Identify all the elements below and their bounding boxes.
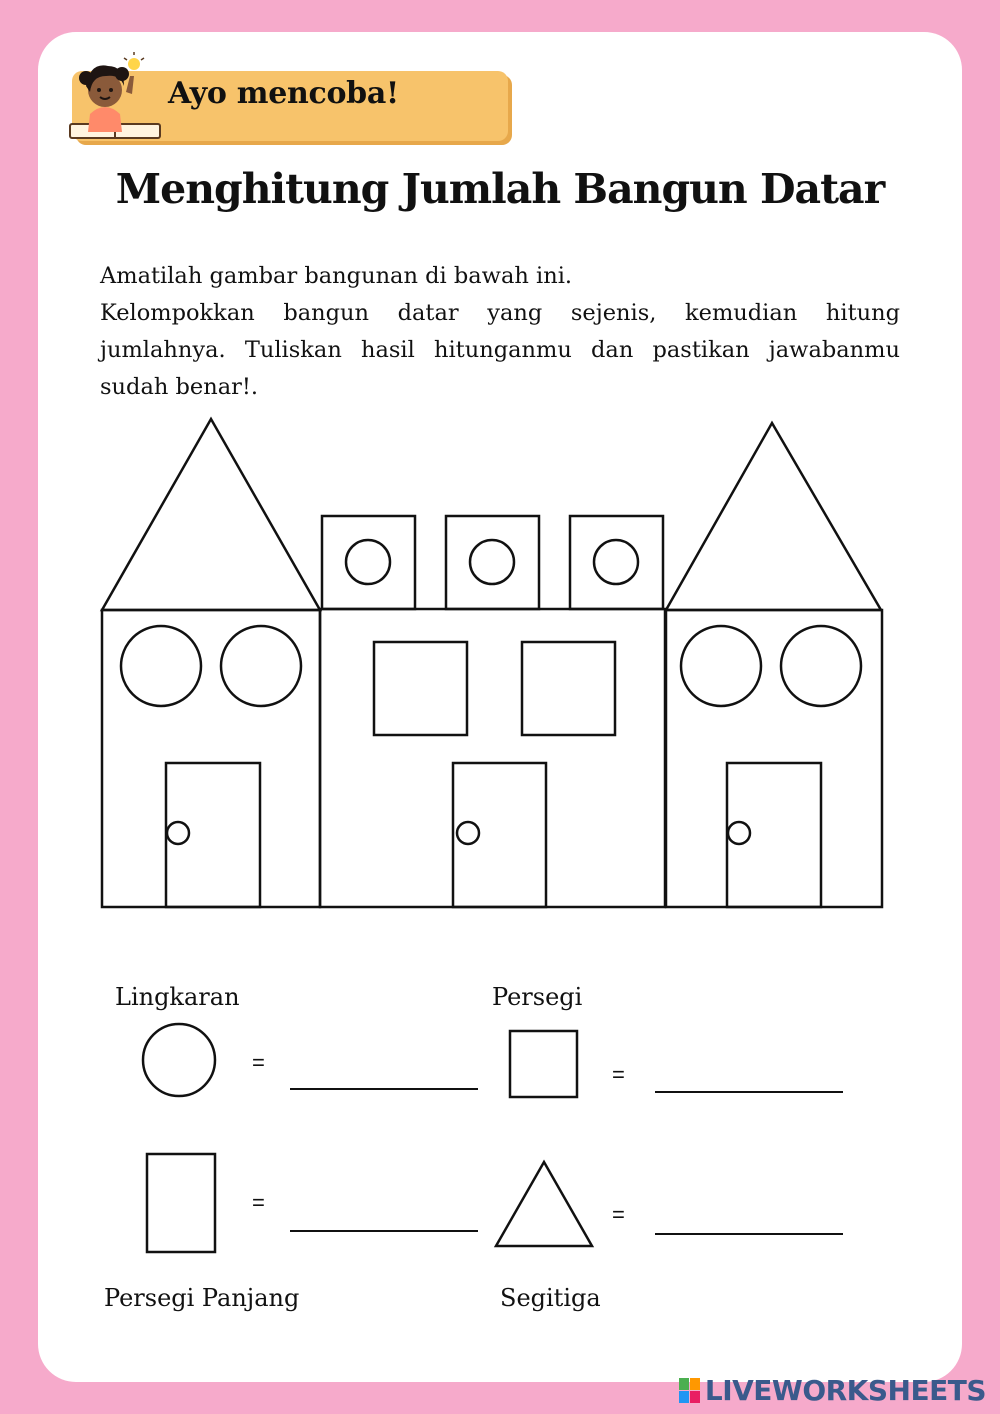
- right-door-knob: [728, 822, 750, 844]
- square-shape-icon: [510, 1031, 577, 1097]
- right-window-circle-2: [781, 626, 861, 706]
- middle-window-square-1: [374, 642, 467, 735]
- instruction-line-2: Kelompokkan bangun datar yang sejenis, kemudian hitung jumlahnya. Tuliskan hasil hitunganmu dan pastikan jawabanmu sudah benar!.: [100, 300, 900, 400]
- left-roof-triangle: [102, 419, 320, 610]
- chimney-square-1: [322, 516, 415, 609]
- right-roof-triangle: [666, 423, 881, 610]
- answer-input-persegi-panjang[interactable]: [290, 1230, 478, 1232]
- watermark-text: LIVEWORKSHEETS: [704, 1374, 986, 1407]
- chimney-circle-2: [470, 540, 514, 584]
- middle-house-body: [320, 609, 665, 907]
- equals-lingkaran: =: [252, 1050, 265, 1075]
- left-window-circle-1: [121, 626, 201, 706]
- answer-input-segitiga[interactable]: [655, 1233, 843, 1235]
- equals-persegi: =: [612, 1062, 625, 1087]
- left-window-circle-2: [221, 626, 301, 706]
- liveworksheets-watermark: [679, 1374, 986, 1407]
- right-house-body: [666, 610, 882, 907]
- left-door-knob: [167, 822, 189, 844]
- label-persegi: Persegi: [492, 983, 583, 1011]
- middle-door-knob: [457, 822, 479, 844]
- right-window-circle-1: [681, 626, 761, 706]
- answer-input-lingkaran[interactable]: [290, 1088, 478, 1090]
- right-door: [727, 763, 821, 907]
- banner-text: Ayo mencoba!: [168, 76, 399, 111]
- page-title: Menghitung Jumlah Bangun Datar: [115, 165, 885, 213]
- chimney-square-3: [570, 516, 663, 609]
- answer-input-persegi[interactable]: [655, 1091, 843, 1093]
- label-persegi-panjang: Persegi Panjang: [104, 1284, 300, 1312]
- label-segitiga: Segitiga: [500, 1284, 601, 1312]
- circle-shape-icon: [143, 1024, 215, 1096]
- middle-door: [453, 763, 546, 907]
- triangle-shape-icon: [496, 1162, 592, 1246]
- middle-window-square-2: [522, 642, 615, 735]
- chimney-circle-1: [346, 540, 390, 584]
- chimney-square-2: [446, 516, 539, 609]
- equals-segitiga: =: [612, 1202, 625, 1227]
- equals-persegi-panjang: =: [252, 1190, 265, 1215]
- left-door: [166, 763, 260, 907]
- label-lingkaran: Lingkaran: [115, 983, 240, 1011]
- rectangle-shape-icon: [147, 1154, 215, 1252]
- instruction-line-1: Amatilah gambar bangunan di bawah ini.: [100, 263, 573, 289]
- left-house-body: [102, 610, 320, 907]
- chimney-circle-3: [594, 540, 638, 584]
- liveworksheets-logo-icon: [679, 1378, 701, 1404]
